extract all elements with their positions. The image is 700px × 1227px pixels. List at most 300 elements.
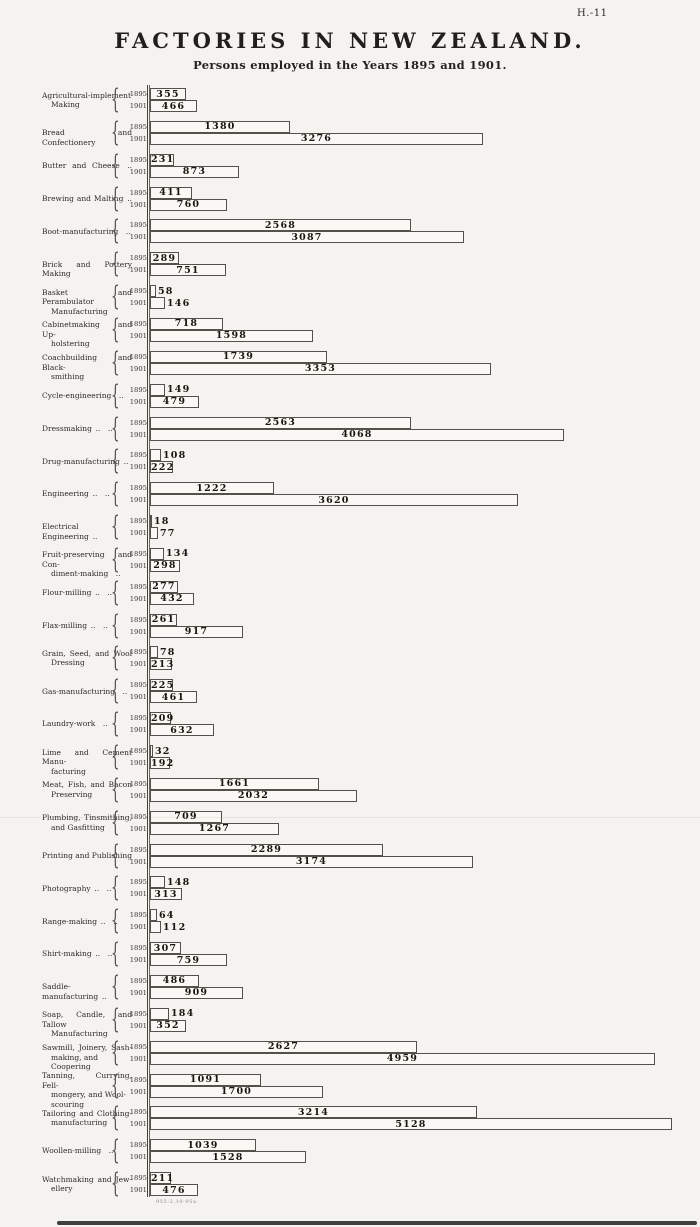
bar-1895 — [150, 88, 186, 100]
year-label-1901: 1901 — [129, 1186, 147, 1195]
year-pair-brace: { — [111, 248, 120, 280]
bar-value: 58 — [158, 285, 174, 297]
bar-value: 209 — [151, 712, 175, 724]
bar-value: 3620 — [318, 494, 350, 506]
bar-value: 1222 — [196, 482, 228, 494]
year-label-1895: 1895 — [129, 287, 147, 296]
category-label-line: Gas-manufacturing .. — [42, 686, 128, 696]
year-pair-brace: { — [111, 675, 120, 707]
bar-value: 917 — [184, 626, 209, 638]
bar-1895 — [150, 1041, 417, 1053]
category-group — [0, 281, 700, 316]
year-label-1901: 1901 — [129, 1120, 147, 1129]
category-label-line: Basket and Perambulator — [42, 287, 132, 307]
bar-value: 1267 — [198, 823, 231, 835]
year-label-1895: 1895 — [129, 1042, 147, 1051]
year-pair-brace: { — [111, 215, 120, 247]
year-label-1901: 1901 — [129, 561, 147, 570]
year-label-1901: 1901 — [129, 299, 147, 308]
year-label-1901: 1901 — [129, 1087, 147, 1096]
bar-1895 — [150, 778, 319, 790]
bar-1901 — [150, 1053, 655, 1065]
bar-value: 4959 — [386, 1053, 419, 1065]
year-label-1895: 1895 — [129, 582, 147, 591]
category-label-line: facturing — [51, 766, 86, 776]
year-pair-brace: { — [111, 84, 120, 115]
year-label-1895: 1895 — [129, 90, 147, 98]
year-label-1895: 1895 — [129, 188, 147, 197]
category-label-line: ellery — [51, 1184, 73, 1194]
year-pair-brace: { — [111, 412, 120, 444]
category-label-line: Dressing — [51, 658, 85, 668]
bar-value: 909 — [184, 987, 209, 999]
year-pair-brace: { — [111, 1102, 120, 1134]
bar-1895 — [150, 942, 181, 954]
category-label-line: Brewing and Malting .. — [42, 193, 132, 203]
category-label-line: Preserving — [51, 789, 93, 799]
bar-1901 — [150, 987, 243, 999]
category-label-line: Photography .. .. — [42, 883, 112, 893]
year-label-1901: 1901 — [129, 890, 147, 899]
category-group — [0, 445, 700, 477]
bar-1901 — [150, 166, 239, 178]
bar-value: 2568 — [264, 219, 297, 231]
bar-1895 — [150, 482, 274, 494]
bar-1901 — [150, 921, 187, 933]
bar-value: 1661 — [218, 778, 251, 790]
year-label-1895: 1895 — [129, 681, 147, 690]
bar-1901 — [150, 396, 199, 408]
year-label-1895: 1895 — [129, 911, 147, 920]
bar-1901 — [150, 790, 357, 802]
year-label-1895: 1895 — [129, 221, 147, 230]
year-label-1895: 1895 — [129, 1174, 147, 1183]
bar-value: 1380 — [204, 121, 236, 133]
bar-1901 — [150, 593, 194, 605]
year-label-1895: 1895 — [129, 254, 147, 263]
category-label-line: Boot-manufacturing .. — [42, 226, 131, 236]
category-label-line: Fruit-preserving and Con- — [42, 550, 132, 569]
bar-1901 — [150, 494, 518, 506]
category-group — [0, 149, 700, 181]
category-label-line: smithing — [51, 372, 85, 382]
year-pair-brace: { — [111, 478, 120, 510]
bar-1901 — [150, 133, 483, 145]
year-pair-brace: { — [111, 149, 120, 181]
bar-1901 — [150, 1020, 186, 1032]
bar-1901 — [150, 1086, 323, 1098]
year-pair-brace: { — [111, 1003, 120, 1035]
year-label-1895: 1895 — [129, 779, 147, 788]
category-label-line: Woollen-milling .. — [42, 1146, 114, 1156]
year-pair-brace: { — [111, 938, 120, 970]
bar-value: 148 — [167, 876, 191, 888]
year-label-1895: 1895 — [129, 451, 147, 460]
category-label-line: Flour-milling .. .. — [42, 588, 113, 597]
bar-value: 112 — [163, 921, 187, 933]
year-label-1895: 1895 — [129, 944, 147, 953]
category-label-line: Lime and Cement Manu- — [42, 747, 132, 766]
bar-value: 18 — [154, 515, 170, 527]
year-pair-brace: { — [111, 708, 120, 740]
year-pair-brace: { — [111, 609, 120, 641]
category-label-line: Bread and Confectionery — [42, 128, 132, 147]
year-label-1901: 1901 — [129, 660, 147, 669]
bar-1901 — [150, 1118, 672, 1130]
year-label-1895: 1895 — [129, 1108, 147, 1117]
bar-1895 — [150, 679, 173, 691]
year-pair-brace: { — [111, 379, 120, 411]
bar-1895 — [150, 1074, 261, 1086]
year-pair-brace: { — [111, 576, 120, 608]
category-group — [0, 478, 700, 510]
year-pair-brace: { — [111, 1036, 120, 1068]
year-label-1901: 1901 — [129, 1054, 147, 1063]
year-pair-brace: { — [111, 1168, 120, 1200]
year-label-1901: 1901 — [129, 726, 147, 735]
bar-1895 — [150, 417, 411, 429]
year-label-1901: 1901 — [129, 233, 147, 242]
category-label-line: and Gasfitting — [51, 822, 105, 832]
category-group — [0, 379, 700, 411]
bar-value: 632 — [170, 724, 194, 736]
bar-1901 — [150, 527, 176, 539]
year-pair-brace: { — [111, 182, 120, 214]
bar-value: 4068 — [341, 429, 373, 440]
bar-1895 — [150, 876, 191, 888]
bar-value: 184 — [171, 1008, 195, 1020]
bar-value: 5128 — [395, 1118, 427, 1130]
category-label-line: Engineering .. .. — [42, 489, 110, 499]
year-label-1895: 1895 — [129, 1075, 147, 1084]
year-label-1895: 1895 — [129, 549, 147, 558]
category-group — [0, 1069, 700, 1109]
bar-value: 225 — [151, 679, 175, 691]
bar-1901 — [150, 626, 243, 638]
category-label-line: Brick and Pottery Making — [42, 259, 132, 278]
bar-1895 — [150, 844, 383, 856]
bar-1895 — [150, 252, 179, 264]
bar-value: 1598 — [215, 330, 248, 342]
category-label-line: Plumbing, Tinsmithing, — [42, 813, 132, 823]
bar-1901 — [150, 1151, 306, 1163]
bar-value: 751 — [176, 264, 200, 276]
bar-1901 — [150, 330, 313, 342]
category-label-line: making, and Coopering — [51, 1052, 99, 1072]
category-label-line: Watchmaking and Jew- — [42, 1174, 132, 1184]
bar-1895 — [150, 548, 190, 560]
category-label-line: Manufacturing — [51, 306, 108, 316]
year-label-1901: 1901 — [129, 1153, 147, 1162]
bar-1895 — [150, 745, 171, 757]
category-label-line: Making — [51, 100, 80, 109]
category-group — [0, 543, 700, 579]
category-group — [0, 248, 700, 280]
category-label-line: Butter and Cheese .. — [42, 160, 132, 170]
bar-value: 1739 — [222, 351, 255, 363]
year-label-1901: 1901 — [129, 956, 147, 965]
category-label-line: Range-making .. .. — [42, 916, 118, 926]
category-label-line: manufacturing — [51, 1118, 108, 1128]
bar-value: 32 — [155, 745, 171, 757]
year-pair-brace: { — [111, 116, 120, 148]
year-label-1895: 1895 — [129, 845, 147, 854]
bar-1895 — [150, 154, 174, 166]
bar-value: 461 — [161, 691, 186, 703]
category-label-line: Soap, Candle, and Tallow — [42, 1010, 132, 1029]
category-label-line: Cycle-engineering .. — [42, 390, 124, 400]
bar-value: 1528 — [212, 1151, 244, 1163]
bar-value: 355 — [156, 88, 180, 100]
bar-value: 466 — [161, 100, 186, 112]
bar-value: 211 — [151, 1172, 175, 1184]
year-pair-brace: { — [111, 281, 120, 313]
bar-value: 149 — [167, 384, 191, 396]
bar-1895 — [150, 515, 170, 527]
bar-1895 — [150, 384, 191, 396]
year-label-1901: 1901 — [129, 791, 147, 800]
year-label-1901: 1901 — [129, 923, 147, 932]
year-label-1895: 1895 — [129, 812, 147, 821]
category-label-line: Saddle-manufacturing .. — [42, 982, 107, 1001]
bar-1895 — [150, 909, 175, 921]
bar-value: 3276 — [300, 133, 333, 145]
year-pair-brace: { — [111, 346, 120, 378]
chart-subtitle: Persons employed in the Years 1895 and 1901. — [193, 58, 507, 72]
bar-1901 — [150, 757, 175, 769]
category-label-line: Laundry-work .. — [42, 719, 108, 729]
year-pair-brace: { — [111, 511, 120, 543]
year-label-1895: 1895 — [129, 418, 147, 427]
bar-value: 1039 — [187, 1139, 219, 1151]
bar-value: 2627 — [267, 1041, 300, 1053]
bar-value: 476 — [162, 1184, 186, 1196]
category-group — [0, 116, 700, 148]
category-group — [0, 708, 700, 740]
year-pair-brace: { — [111, 642, 120, 674]
category-group — [0, 576, 700, 608]
year-label-1901: 1901 — [129, 430, 147, 439]
year-label-1901: 1901 — [129, 693, 147, 702]
page-code: H.-11 — [577, 8, 608, 19]
bar-1895 — [150, 614, 177, 626]
year-label-1901: 1901 — [129, 529, 147, 538]
bar-value: 78 — [160, 646, 176, 658]
bar-value: 261 — [151, 614, 176, 626]
category-label-line: Cabinetmaking and Up- — [42, 320, 132, 339]
category-group — [0, 675, 700, 707]
bar-1901 — [150, 264, 226, 276]
category-label-line: Drug-manufacturing .. — [42, 456, 129, 466]
bar-1895 — [150, 449, 187, 461]
bar-1895 — [150, 581, 178, 593]
year-label-1895: 1895 — [129, 352, 147, 361]
year-label-1901: 1901 — [129, 627, 147, 636]
bar-value: 108 — [163, 449, 187, 461]
year-label-1895: 1895 — [129, 648, 147, 657]
category-group — [0, 1003, 700, 1039]
category-label-line: Flax-milling .. .. — [42, 620, 108, 630]
bar-value: 231 — [151, 154, 175, 166]
year-label-1901: 1901 — [129, 824, 147, 833]
category-group — [0, 970, 700, 1002]
bar-value: 1700 — [220, 1086, 253, 1097]
category-label-line: Tanning, Currying, Fell- — [42, 1071, 132, 1090]
year-label-1895: 1895 — [129, 385, 147, 394]
category-label-line: Dressmaking .. .. — [42, 423, 113, 433]
bar-value: 411 — [159, 187, 183, 199]
year-pair-brace: { — [111, 839, 120, 871]
year-label-1901: 1901 — [129, 463, 147, 472]
year-label-1901: 1901 — [129, 594, 147, 603]
year-label-1901: 1901 — [129, 496, 147, 505]
bar-value: 718 — [174, 318, 199, 330]
category-group — [0, 741, 700, 776]
category-group — [0, 872, 700, 904]
year-pair-brace: { — [111, 445, 120, 477]
bar-1895 — [150, 712, 175, 724]
bar-1901 — [150, 724, 214, 736]
bar-value: 2563 — [264, 417, 297, 428]
bar-1895 — [150, 318, 223, 330]
bar-1895 — [150, 1139, 256, 1151]
year-label-1901: 1901 — [129, 200, 147, 209]
year-label-1895: 1895 — [129, 517, 147, 526]
bar-value: 760 — [176, 199, 201, 211]
bar-1901 — [150, 363, 491, 375]
bar-value: 134 — [166, 548, 190, 560]
bar-1895 — [150, 121, 290, 133]
bar-1895 — [150, 1172, 175, 1184]
year-label-1901: 1901 — [129, 364, 147, 373]
year-pair-brace: { — [111, 773, 120, 805]
bar-value: 298 — [153, 560, 177, 572]
year-label-1901: 1901 — [129, 167, 147, 176]
category-group — [0, 215, 700, 247]
bar-value: 1091 — [189, 1074, 222, 1085]
bar-value: 192 — [151, 757, 175, 769]
bar-1901 — [150, 658, 175, 670]
bar-1895 — [150, 646, 176, 658]
category-label-line: diment-making .. — [51, 569, 121, 579]
year-pair-brace: { — [111, 970, 120, 1002]
year-pair-brace: { — [111, 905, 120, 937]
print-code: 955-2.10-95a — [156, 1199, 197, 1205]
category-label-line: Meat, Fish, and Bacon — [42, 780, 132, 790]
year-label-1895: 1895 — [129, 615, 147, 624]
bar-1895 — [150, 187, 192, 199]
year-label-1895: 1895 — [129, 319, 147, 328]
category-label-line: Shirt-making .. .. — [42, 949, 113, 959]
bar-value: 2032 — [237, 790, 270, 802]
bar-1895 — [150, 219, 411, 231]
category-group — [0, 182, 700, 214]
year-pair-brace: { — [111, 872, 120, 904]
bar-1901 — [150, 461, 173, 473]
year-label-1895: 1895 — [129, 484, 147, 493]
category-label-line: Agricultural-implement — [42, 90, 132, 100]
category-label-line: Tailoring and Clothing- — [42, 1108, 132, 1118]
category-group — [0, 1168, 700, 1200]
year-label-1895: 1895 — [129, 155, 147, 164]
year-pair-brace: { — [111, 313, 120, 345]
year-label-1901: 1901 — [129, 857, 147, 866]
bar-value: 2289 — [250, 844, 283, 856]
bar-value: 432 — [160, 593, 184, 605]
bar-1901 — [150, 954, 227, 966]
category-group — [0, 642, 700, 674]
year-label-1895: 1895 — [129, 122, 147, 131]
category-label-line: Manufacturing — [51, 1029, 108, 1039]
bar-1895 — [150, 975, 199, 987]
year-label-1901: 1901 — [129, 102, 147, 110]
bar-1901 — [150, 823, 279, 835]
year-label-1901: 1901 — [129, 988, 147, 997]
bar-value: 352 — [156, 1020, 180, 1032]
bar-value: 64 — [159, 909, 175, 921]
bar-value: 77 — [160, 527, 176, 539]
category-group — [0, 84, 700, 115]
bar-1901 — [150, 231, 464, 243]
category-group — [0, 313, 700, 349]
bar-value: 313 — [154, 888, 178, 900]
category-group — [0, 511, 700, 543]
bar-value: 873 — [182, 166, 207, 178]
year-label-1901: 1901 — [129, 759, 147, 767]
paper-crease-line — [0, 817, 700, 818]
category-label-line: Printing and Publishing — [42, 850, 132, 860]
bar-value: 307 — [153, 942, 178, 954]
chart-title: FACTORIES IN NEW ZEALAND. — [114, 28, 586, 53]
year-pair-brace: { — [111, 806, 120, 838]
bar-value: 479 — [162, 396, 187, 408]
category-label-line: scouring — [51, 1099, 85, 1109]
category-label-line: Grain, Seed, and Wool — [42, 648, 132, 658]
category-group — [0, 905, 700, 937]
year-label-1901: 1901 — [129, 331, 147, 340]
category-group — [0, 806, 700, 838]
category-label-line: Electrical Engineering .. — [42, 522, 98, 541]
bar-value: 3174 — [295, 856, 328, 868]
year-pair-brace: { — [111, 741, 120, 772]
bar-value: 213 — [151, 658, 175, 670]
category-label-line: Sawmill, Joinery, Sash- — [42, 1043, 132, 1053]
year-pair-brace: { — [111, 543, 120, 575]
category-label-line: mongery, and Wool- — [51, 1090, 126, 1100]
year-label-1895: 1895 — [129, 714, 147, 723]
bar-value: 146 — [167, 297, 191, 309]
year-label-1901: 1901 — [129, 1021, 147, 1030]
category-group — [0, 773, 700, 805]
bar-1901 — [150, 1184, 198, 1196]
bar-1895 — [150, 1106, 477, 1118]
bar-value: 3214 — [297, 1106, 330, 1118]
bar-1901 — [150, 429, 564, 441]
category-group — [0, 839, 700, 871]
bar-1901 — [150, 691, 197, 703]
bar-value: 759 — [176, 954, 201, 966]
category-group — [0, 609, 700, 641]
bar-1895 — [150, 285, 174, 297]
category-label-line: holstering — [51, 339, 90, 349]
year-label-1895: 1895 — [129, 1009, 147, 1018]
year-label-1895: 1895 — [129, 1141, 147, 1150]
bar-value: 709 — [174, 811, 198, 823]
category-label-line: Coachbuilding and Black- — [42, 353, 132, 372]
bar-1901 — [150, 560, 180, 572]
bar-value: 222 — [151, 461, 175, 473]
bar-1901 — [150, 100, 197, 112]
